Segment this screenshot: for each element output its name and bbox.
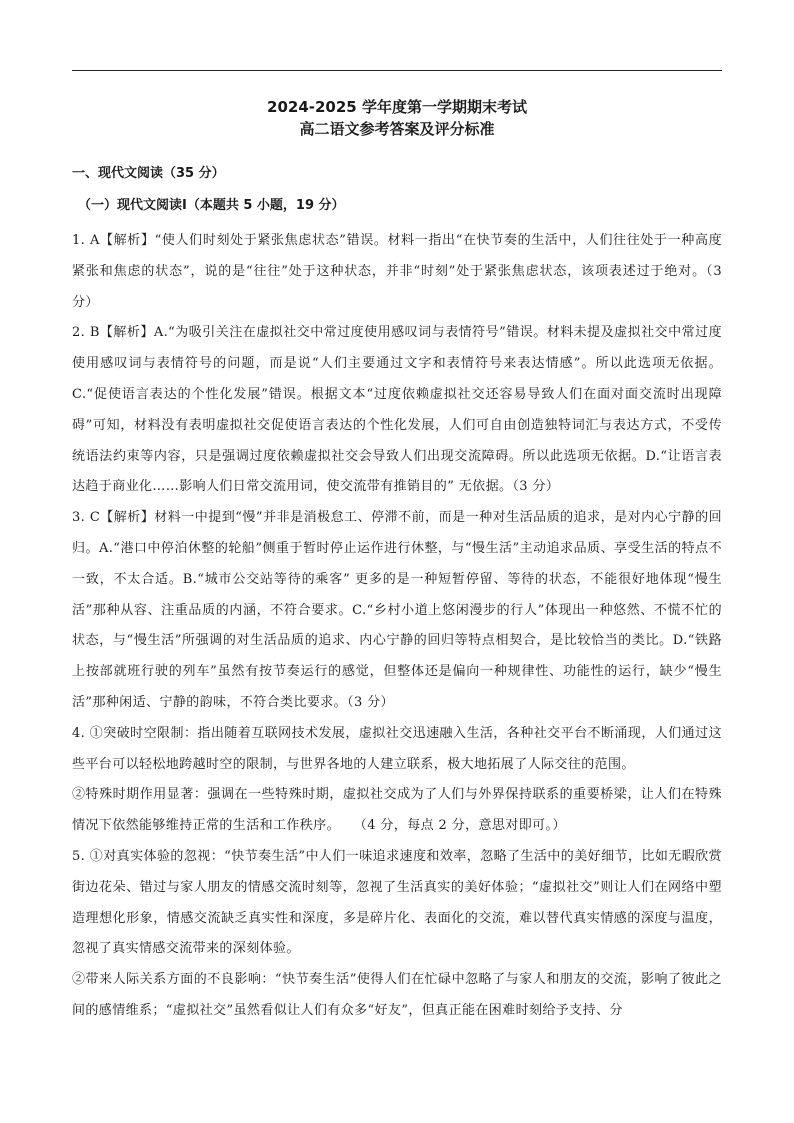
answer-5-point-2: ②带来人际关系方面的不良影响：“快节奏生活”使得人们在忙碌中忽略了与家人和朋友的交流，影响了彼此之间的感情维系；“虚拟社交”虽然看似让人们有众多“好友”，但真正能在困难时刻给予支持、分 <box>72 972 722 1018</box>
section-heading: 一、现代文阅读（35 分） <box>72 166 225 181</box>
exam-title: 2024-2025 学年度第一学期期末考试 <box>267 98 527 116</box>
answer-list <box>72 226 722 1027</box>
subsection-heading: （一）现代文阅读Ⅰ（本题共 5 小题，19 分） <box>78 198 345 213</box>
answer-2: 2. B【解析】A.“为吸引关注在虚拟社交中常过度使用感叹词与表情符号”错误。材料未提及虚拟社交中常过度使用感叹词与表情符号的问题，而是说“人们主要通过文字和表情符号来表达情感”。所以此选项无依据。C.“促使语言表达的个性化发展”错误。根据文本“过度依赖虚拟社交还容易导致人们在面对面交流时出现障碍”可知，材料没有表明虚拟社交促使语言表达的个性化发展，人们可自由创造独特词汇与表达方式，不受传统语法约束等内容，只是强调过度依赖虚拟社交会导致人们出现交流障碍。所以此选项无依据。D.“让语言表达趋于商业化……影响人们日常交流用词，使交流带有推销目的” 无依据。（3 分） <box>72 325 722 495</box>
answer-1: 1. A【解析】“使人们时刻处于紧张焦虑状态”错误。材料一指出“在快节奏的生活中，人们往往处于一种高度紧张和焦虑的状态”，说的是“往往”处于这种状态，并非“时刻”处于紧张焦虑状态，该项表述过于绝对。（3 分） <box>72 233 722 310</box>
header-rule <box>72 70 722 71</box>
exam-subtitle: 高二语文参考答案及评分标准 <box>299 120 495 138</box>
answer-4-point-1: 4. ①突破时空限制：指出随着互联网技术发展，虚拟社交迅速融入生活，各种社交平台不断涌现，人们通过这些平台可以轻松地跨越时空的限制，与世界各地的人建立联系，极大地拓展了人际交往的范围。 <box>72 725 722 772</box>
answer-3: 3. C【解析】材料一中提到“慢”并非是消极怠工、停滞不前，而是一种对生活品质的追求，是对内心宁静的回归。A.“港口中停泊休整的轮船”侧重于暂时停止运作进行休整，与“慢生活”主动追求品质、享受生活的特点不一致，不太合适。B.“城市公交站等待的乘客” 更多的是一种短暂停留、等待的状态，不能很好地体现“慢生活”那种从容、注重品质的内涵，不符合要求。C.“乡村小道上悠闲漫步的行人”体现出一种悠然、不慌不忙的状态，与“慢生活”所强调的对生活品质的追求、内心宁静的回归等特点相契合，是比较恰当的类比。D.“铁路上按部就班行驶的列车”虽然有按节奏运行的感觉，但整体还是偏向一种规律性、功能性的运行，缺少“慢生活”那种闲适、宁静的韵味，不符合类比要求。（3 分） <box>72 510 722 710</box>
answer-4-point-2: ②特殊时期作用显著：强调在一些特殊时期，虚拟社交成为了人们与外界保持联系的重要桥梁，让人们在特殊情况下依然能够维持正常的生活和工作秩序。 （4 分，每点 2 分，意思对即可。） <box>72 787 722 834</box>
answer-5-point-1: 5. ①对真实体验的忽视：“快节奏生活”中人们一味追求速度和效率，忽略了生活中的美好细节，比如无暇欣赏街边花朵、错过与家人朋友的情感交流时刻等，忽视了生活真实的美好体验；“虚拟社交”则让人们在网络中塑造理想化形象，情感交流缺乏真实性和深度，多是碎片化、表面化的交流，难以替代真实情感的深度与温度，忽视了真实情感交流带来的深刻体验。 <box>72 848 722 957</box>
